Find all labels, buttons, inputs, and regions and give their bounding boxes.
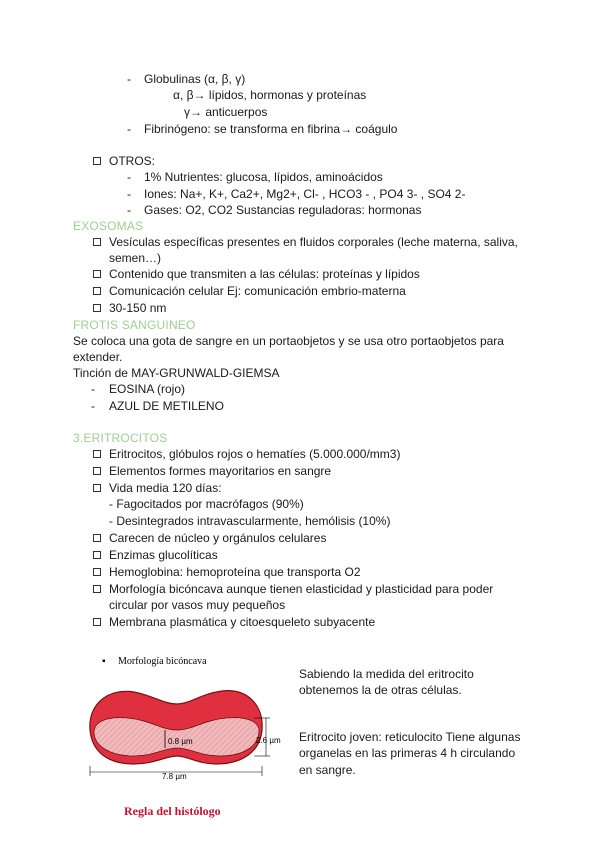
side-text-p2-line1: Eritrocito joven: reticulocito Tiene algunas <box>299 730 521 744</box>
exosomas-heading: EXOSOMAS <box>73 219 144 233</box>
exosomas-item-comunicacion: Comunicación celular Ej: comunicación embrio-materna <box>109 284 406 298</box>
erythrocyte-figure <box>82 652 282 782</box>
otros-item-iones: Iones: Na+, K+, Ca2+, Mg2+, Cl- , HCO3 - , PO4 3- , SO4 2- <box>144 187 466 201</box>
checkbox-eritrocitos-2[interactable] <box>93 467 101 475</box>
exosomas-item-vesiculas-cont: semen…) <box>109 251 162 265</box>
eritrocitos-item-membrana: Membrana plasmática y citoesqueleto subyacente <box>109 615 376 629</box>
eritrocitos-item-enzimas: Enzimas glucolíticas <box>109 548 218 562</box>
frotis-heading: FROTIS SANGUINEO <box>73 318 196 332</box>
side-text-p1-line2: obtenemos la de otras células. <box>299 683 462 697</box>
figure-bullet: ▪ <box>102 656 106 667</box>
checkbox-eritrocitos-5[interactable] <box>93 551 101 559</box>
checkbox-eritrocitos-8[interactable] <box>93 618 101 626</box>
eritrocitos-item-hemoglobina: Hemoglobina: hemoproteína que transporta O2 <box>109 565 361 579</box>
checkbox-eritrocitos-7[interactable] <box>93 585 101 593</box>
dim-inner-label: 0.8 µm <box>168 737 193 746</box>
globulinas-dash: - <box>127 72 131 86</box>
globulinas-line-2: γ→ anticuerpos <box>184 105 268 119</box>
frotis-paragraph: Se coloca una gota de sangre en un portaobjetos y se usa otro portaobjetos para <box>73 334 504 348</box>
fibrinogeno-text: Fibrinógeno: se transforma en fibrina→ coágulo <box>144 122 398 136</box>
globulinas-line-1: α, β→ lípidos, hormonas y proteínas <box>173 88 367 102</box>
stain-azul: AZUL DE METILENO <box>109 399 224 413</box>
stain-eosina: EOSINA (rojo) <box>109 382 186 396</box>
otros-item-gases: Gases: O2, CO2 Sustancias reguladoras: hormonas <box>144 203 422 217</box>
side-text-p2-line2: organelas en las primeras 4 h circulando <box>299 746 516 760</box>
eritrocitos-item-definicion: Eritrocitos, glóbulos rojos o hematíes (5.000.000/mm3) <box>109 447 401 461</box>
globulinas-title: Globulinas (α, β, γ) <box>144 72 246 86</box>
eritrocitos-heading: 3.ERITROCITOS <box>73 431 168 445</box>
exosomas-item-contenido: Contenido que transmiten a las células: proteínas y lípidos <box>109 267 420 281</box>
checkbox-otros[interactable] <box>93 157 101 165</box>
stain-dash-2: - <box>91 399 95 413</box>
eritrocitos-item-nucleo: Carecen de núcleo y orgánulos celulares <box>109 531 327 545</box>
otros-dash-2: - <box>127 187 131 201</box>
vida-sub-desintegrados: - Desintegrados intravascularmente, hemólisis (10%) <box>109 514 391 528</box>
otros-label: OTROS: <box>109 154 156 168</box>
exosomas-item-size: 30-150 nm <box>109 301 167 315</box>
checkbox-eritrocitos-1[interactable] <box>93 450 101 458</box>
erythrocyte-diagram <box>82 652 282 782</box>
checkbox-eritrocitos-4[interactable] <box>93 534 101 542</box>
fibrinogeno-dash: - <box>127 122 131 136</box>
frotis-tincion: Tinción de MAY-GRUNWALD-GIEMSA <box>73 366 280 380</box>
checkbox-exosomas-2[interactable] <box>93 270 101 278</box>
eritrocitos-item-elementos: Elementos formes mayoritarios en sangre <box>109 464 332 478</box>
figure-caption: Regla del histólogo <box>124 804 221 818</box>
otros-item-nutrientes: 1% Nutrientes: glucosa, lípidos, aminoácidos <box>144 170 383 184</box>
checkbox-exosomas-1[interactable] <box>93 238 101 246</box>
figure-title: Morfología bicóncava <box>118 656 207 667</box>
frotis-paragraph-cont: extender. <box>73 350 123 364</box>
eritrocitos-item-morfologia-cont: circular por vasos muy pequeños <box>109 598 286 612</box>
otros-dash-1: - <box>127 170 131 184</box>
dim-width-label: 7.8 µm <box>162 772 187 781</box>
side-text-p1-line1: Sabiendo la medida del eritrocito <box>299 667 474 681</box>
eritrocitos-item-morfologia: Morfología bicóncava aunque tienen elasticidad y plasticidad para poder <box>109 582 494 596</box>
checkbox-exosomas-4[interactable] <box>93 304 101 312</box>
checkbox-eritrocitos-3[interactable] <box>93 484 101 492</box>
checkbox-exosomas-3[interactable] <box>93 287 101 295</box>
eritrocitos-item-vida: Vida media 120 días: <box>109 481 222 495</box>
side-text-p2-line3: en sangre. <box>299 763 356 777</box>
checkbox-eritrocitos-6[interactable] <box>93 568 101 576</box>
otros-dash-3: - <box>127 203 131 217</box>
stain-dash-1: - <box>91 382 95 396</box>
dim-height-label: 2.6 µm <box>256 736 281 745</box>
exosomas-item-vesiculas: Vesículas específicas presentes en fluidos corporales (leche materna, saliva, <box>109 235 518 249</box>
vida-sub-fagocitados: - Fagocitados por macrófagos (90%) <box>109 497 304 511</box>
